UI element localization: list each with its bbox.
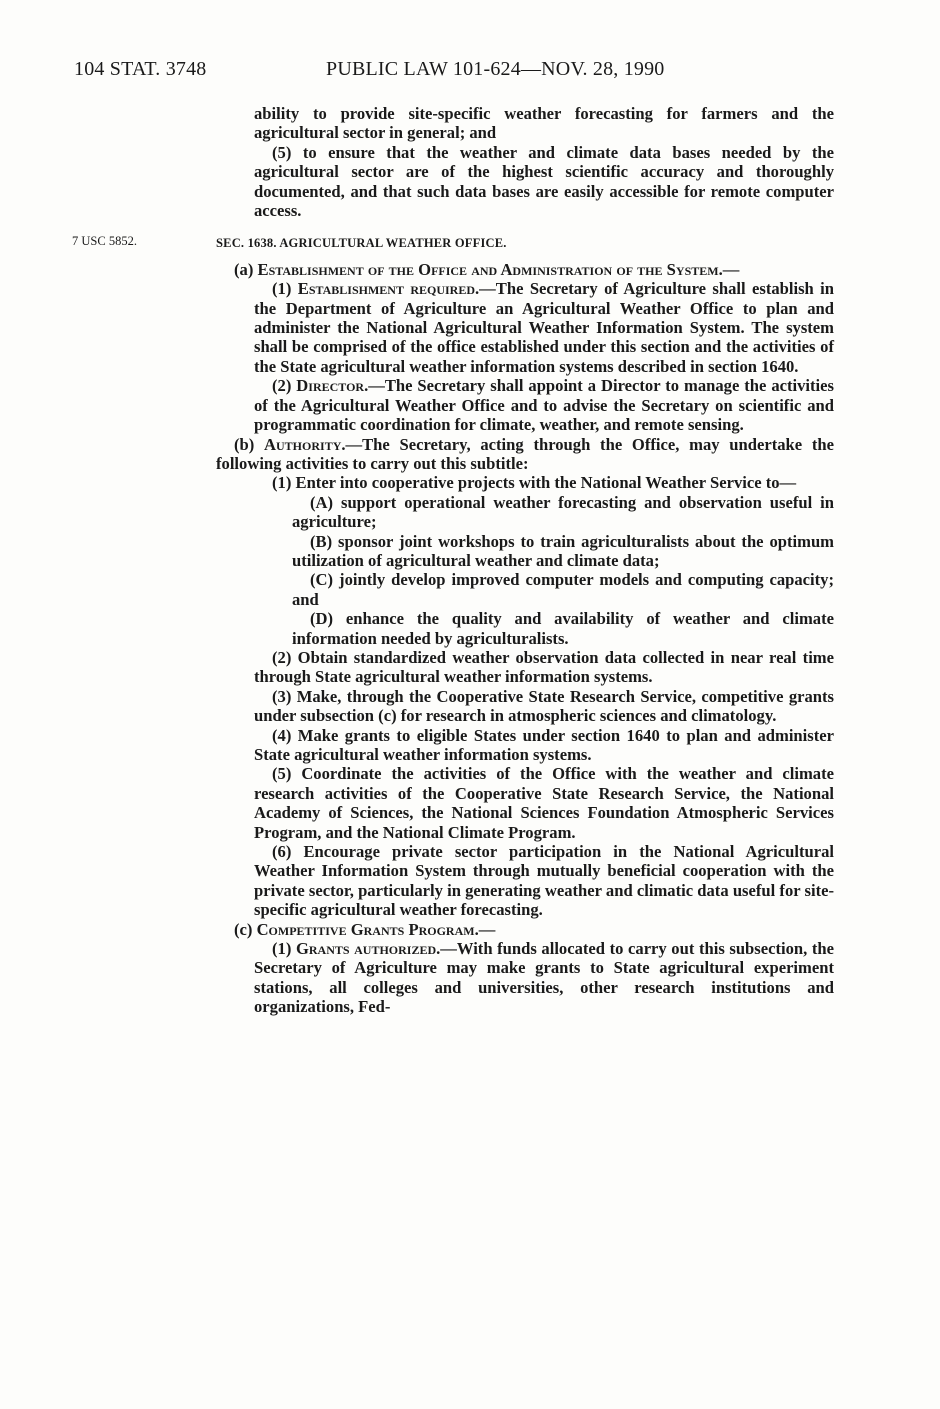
paragraph-title: Establishment required — [297, 279, 476, 299]
subparagraph-b: (B) sponsor joint workshops to train agriculturalists about the optimum utilization of agricultural weather and climate data; — [292, 531, 834, 570]
subparagraph-c: (C) jointly develop improved computer models and computing capacity; and — [292, 570, 834, 609]
subsection-a-paragraph-1: (1) Establishment required.—The Secretary of Agriculture shall establish in the Department of Agriculture an Agricultural Weather Office to plan and administer the National Agricultural Weather Information System. The system shall be comprised of the office established under this section and the activities of the State agricultural weather information systems described in section 1640. — [254, 279, 835, 376]
continuation-item-5: (5) to ensure that the weather and climate data bases needed by the agricultural sector are of the highest scientific accuracy and thoroughly documented, and that such data bases are easily accessible for remote computer access. — [254, 142, 834, 221]
section-heading: SEC. 1638. AGRICULTURAL WEATHER OFFICE. — [216, 236, 507, 251]
subsection-c-paragraph-1: (1) Grants authorized.—With funds allocated to carry out this subsection, the Secretary of Agriculture may make grants to State agricultural experiment stations, all colleges and universities, other research institutions and organizations, Fed- — [254, 939, 835, 1017]
subsection-a-title: Establishment of the Office and Administration of the System — [257, 259, 719, 279]
subsection-a-heading: (a) Establishment of the Office and Administration of the System.— — [234, 259, 740, 279]
subsection-c-heading: (c) Competitive Grants Program.— — [234, 919, 496, 939]
subsection-b-paragraph-2: (2) Obtain standardized weather observation data collected in near real time through State agricultural weather information systems. — [254, 647, 834, 687]
subsection-b-paragraph-5: (5) Coordinate the activities of the Office with the weather and climate research activities of the Cooperative State Research Service, the National Academy of Sciences, the National Sciences Foundation Atmospheric Services Program, and the National Climate Program. — [254, 764, 834, 842]
subsection-a-paragraph-2: (2) Director.—The Secretary shall appoint a Director to manage the activities of the Agricultural Weather Office and to advise the Secretary on scientific and programmatic coordination for climate, weather, and remote sensing. — [254, 376, 834, 435]
subsection-b-paragraph-3: (3) Make, through the Cooperative State Research Service, competitive grants under subsection (c) for research in atmospheric sciences and climatology. — [254, 686, 834, 726]
usc-margin-note: 7 USC 5852. — [72, 234, 137, 248]
subparagraph-d: (D) enhance the quality and availability of weather and climate information needed by agriculturalists. — [292, 609, 834, 648]
public-law-title: PUBLIC LAW 101-624—NOV. 28, 1990 — [326, 58, 665, 80]
continuation-paragraph: ability to provide site-specific weather forecasting for farmers and the agricultural sector in general; and — [254, 104, 834, 143]
subparagraph-a: (A) support operational weather forecasting and observation useful in agriculture; — [292, 492, 834, 532]
document-body — [216, 104, 834, 1017]
stat-citation: 104 STAT. 3748 — [74, 58, 207, 80]
subsection-b-paragraph-4: (4) Make grants to eligible States under section 1640 to plan and administer State agricultural weather information systems. — [254, 725, 834, 764]
paragraph-title: Director — [296, 376, 365, 396]
subsection-b-paragraph-6: (6) Encourage private sector participation in the National Agricultural Weather Information System through mutually beneficial cooperation with the private sector, particularly in generating weather and climatic data useful for site-specific agricultural weather forecasting. — [254, 842, 834, 920]
subsection-b-title: Authority — [264, 434, 342, 454]
subsection-c-title: Competitive Grants Program — [256, 919, 475, 939]
subsection-b-paragraph-1: (1) Enter into cooperative projects with the National Weather Service to— — [272, 473, 797, 493]
paragraph-title: Grants authorized — [295, 939, 437, 959]
subsection-b-heading: (b) Authority.—The Secretary, acting through the Office, may undertake the following activities to carry out this subtitle: — [216, 434, 834, 473]
